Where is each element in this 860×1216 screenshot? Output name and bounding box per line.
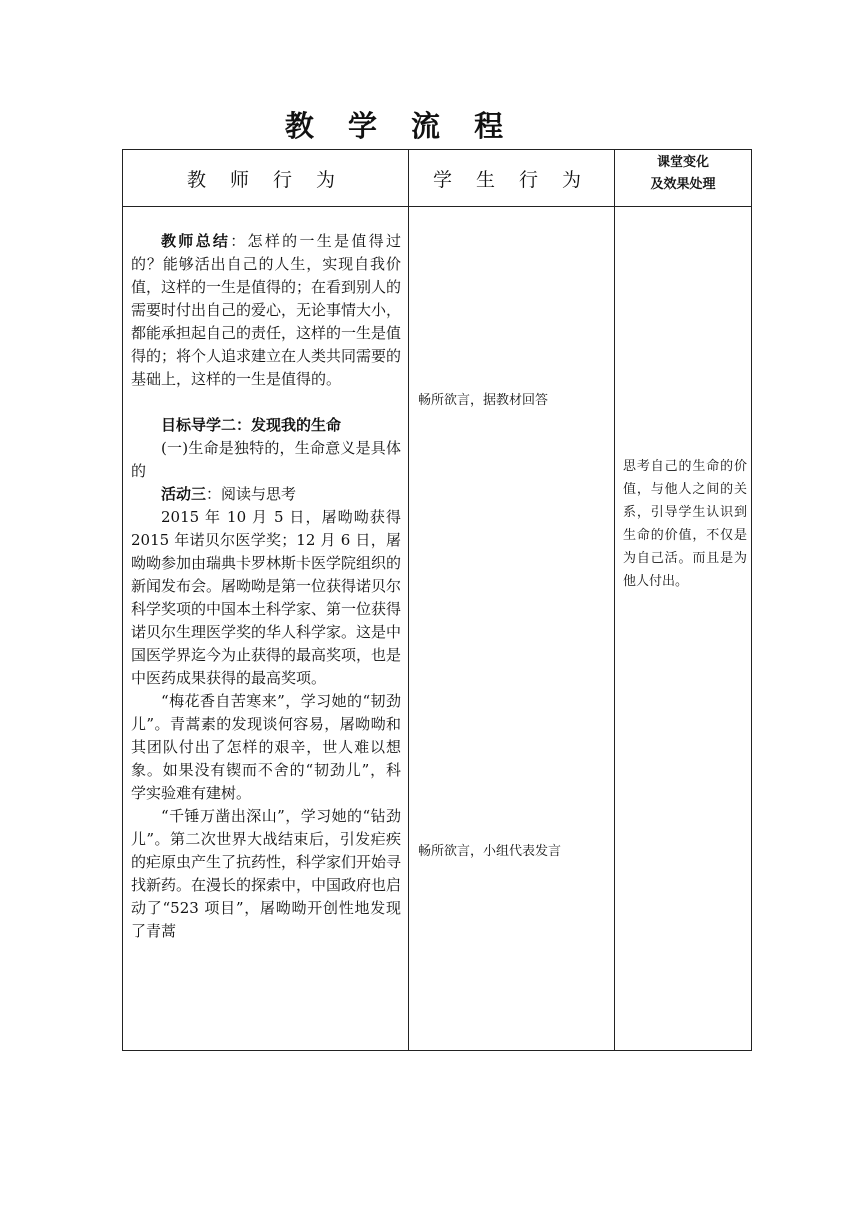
header-teacher: 教 师 行 为 (186, 168, 345, 191)
reading-paragraph-1: 2015 年 10 月 5 日，屠呦呦获得 2015 年诺贝尔医学奖；12 月 6 日，屠呦呦参加由瑞典卡罗林斯卡医学院组织的新闻发布会。屠呦呦是第一位获得诺贝尔科学奖项的中国本土科学家、第一位获得诺贝尔生理医学奖的华人科学家。这是中国医学界迄今为止获得的最高奖项，也是中医药成果获得的最高奖项。 (131, 508, 402, 687)
activity-heading (131, 483, 401, 506)
header-divider (123, 206, 751, 207)
lesson-table (122, 149, 752, 1051)
activity-label: 活动三 (161, 485, 207, 503)
header-changes (615, 146, 751, 202)
column-divider (614, 150, 615, 1050)
reading-paragraph-2: “梅花香自苦寒来”，学习她的“韧劲儿”。青蒿素的发现谈何容易，屠呦呦和其团队付出了怎样的艰辛，世人难以想象。如果没有锲而不舍的“韧劲儿”，科学实验难有建树。 (131, 692, 401, 802)
activity-text: ：阅读与思考 (206, 485, 297, 503)
summary-label: 教师总结 (161, 232, 231, 250)
summary-text: ：怎样的一生是值得过的？能够活出自己的人生，实现自我价值，这样的一生是值得的；在看到别人的需要时付出自己的爱心，无论事情大小，都能承担起自己的责任，这样的一生是值得的；将个人追求建立在人类共同需要的基础上，这样的一生是值得的。 (131, 232, 402, 388)
reading-paragraph-3: “千锤万凿出深山”，学习她的“钻劲儿”。第二次世界大战结束后，引发疟疾的疟原虫产生了抗药性，科学家们开始寻找新药。在漫长的探索中，中国政府也启动了“523 项目”，屠呦呦开创性地发现了青蒿 (131, 807, 402, 940)
student-answer-1: 畅所欲言，据教材回答 (418, 393, 549, 408)
column-divider (408, 150, 409, 1050)
teacher-summary (131, 230, 401, 391)
teacher-column (131, 230, 401, 943)
student-answer-2: 畅所欲言，小组代表发言 (418, 844, 562, 859)
header-changes-line1: 课堂变化 (656, 155, 709, 170)
header-changes-line2: 及效果处理 (650, 177, 716, 192)
classroom-note: 思考自己的生命的价值，与他人之间的关系，引导学生认识到生命的价值，不仅是为自己活。而且是为他人付出。 (623, 459, 747, 589)
header-student: 学 生 行 为 (432, 168, 591, 191)
goal-heading: 目标导学二：发现我的生命 (161, 416, 342, 434)
point-one: (一)生命是独特的，生命意义是具体的 (131, 439, 401, 480)
page-title: 教 学 流 程 (284, 109, 516, 143)
